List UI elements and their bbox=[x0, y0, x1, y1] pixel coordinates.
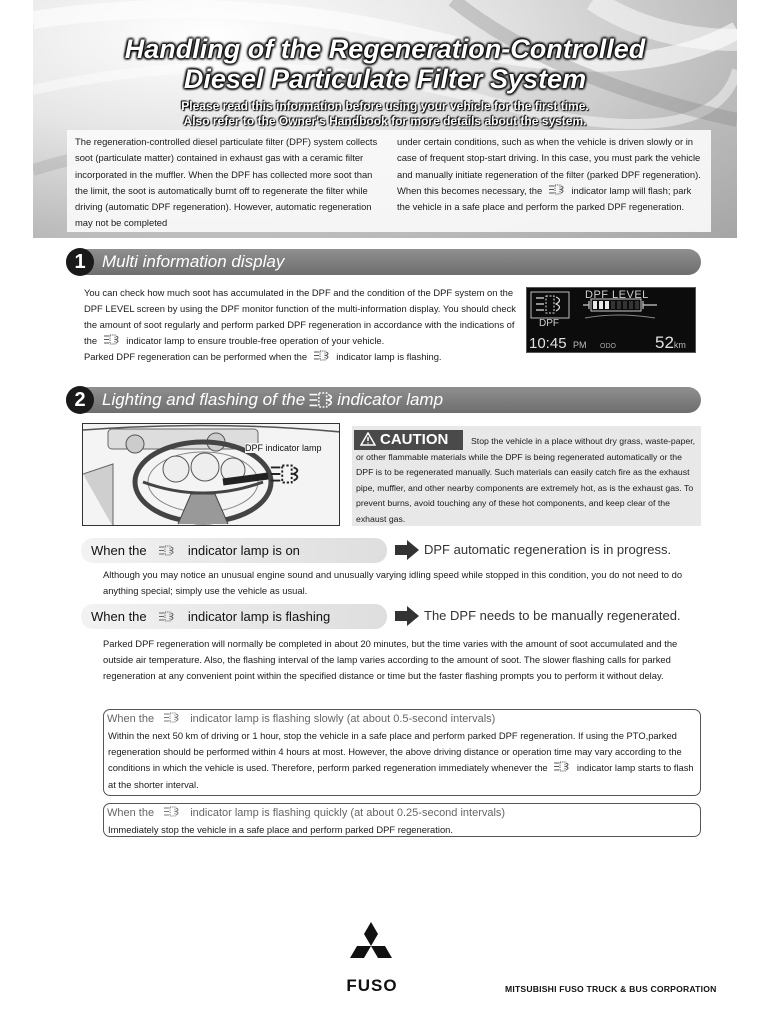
caution-box bbox=[352, 426, 701, 526]
level-segment-empty bbox=[611, 301, 615, 309]
multi-info-display bbox=[526, 287, 696, 353]
dpf-lamp-icon bbox=[158, 545, 176, 556]
display-time-value: 10:45 bbox=[529, 335, 567, 352]
dpf-lamp-icon bbox=[158, 611, 176, 622]
lamp-flashing-result: The DPF needs to be manually regenerated. bbox=[424, 608, 681, 623]
display-distance-unit: km bbox=[673, 340, 686, 350]
section-2-title-b: indicator lamp bbox=[337, 390, 444, 409]
quick-heading-a: When the bbox=[107, 807, 155, 819]
intro-right-text-b: indicator lamp will flash; park the vehicle in a safe place and perform the parked DPF regeneration. bbox=[397, 184, 692, 213]
dpf-lamp-icon bbox=[308, 391, 336, 409]
slow-flashing-box bbox=[103, 709, 701, 796]
level-segment-empty bbox=[623, 301, 627, 309]
dpf-lamp-icon bbox=[163, 712, 181, 723]
slow-text-b: indicator lamp starts to flash at the shorter interval. bbox=[108, 762, 694, 790]
caution-label: CAUTION bbox=[380, 431, 449, 448]
section-1-number: 1 bbox=[66, 248, 94, 276]
lamp-on-pill bbox=[81, 538, 387, 563]
section-1-paragraph bbox=[84, 285, 516, 365]
corporation-name: MITSUBISHI FUSO TRUCK & BUS CORPORATION bbox=[505, 984, 717, 994]
arrow-right-icon bbox=[395, 606, 419, 626]
dpf-lamp-icon bbox=[163, 806, 181, 817]
level-segment-empty bbox=[617, 301, 621, 309]
subtitle-line-1: Please read this information before using your vehicle for the first time. bbox=[181, 99, 589, 113]
dpf-lamp-icon bbox=[313, 350, 331, 361]
display-distance-value: 52 bbox=[655, 333, 674, 352]
dpf-lamp-icon bbox=[548, 184, 566, 195]
subtitle-line-2: Also refer to the Owner's Handbook for more details about the system. bbox=[183, 114, 587, 128]
dpf-lamp-icon bbox=[269, 463, 303, 485]
dpf-lamp-icon bbox=[103, 334, 121, 345]
level-arc bbox=[585, 315, 655, 318]
document-page bbox=[33, 0, 737, 1024]
level-gauge-segments bbox=[593, 301, 639, 309]
slow-heading-b: indicator lamp is flashing slowly (at about 0.5-second intervals) bbox=[190, 713, 496, 725]
lamp-on-result: DPF automatic regeneration is in progress. bbox=[424, 542, 672, 557]
section-2-title-a: Lighting and flashing of the bbox=[102, 390, 306, 409]
display-icon-label: DPF bbox=[539, 318, 559, 329]
header-banner bbox=[33, 0, 737, 238]
level-left-bracket bbox=[583, 301, 589, 309]
quick-flashing-text: Immediately stop the vehicle in a safe place and perform parked DPF regeneration. bbox=[108, 824, 453, 835]
fuso-logo-text: FUSO bbox=[346, 976, 398, 995]
intro-box bbox=[67, 130, 711, 232]
quick-heading-b: indicator lamp is flashing quickly (at about 0.25-second intervals) bbox=[190, 807, 506, 819]
level-right-bracket bbox=[643, 301, 657, 309]
dpf-icon-filter bbox=[546, 296, 554, 313]
dashboard-illustration bbox=[82, 423, 340, 526]
level-segment-empty bbox=[629, 301, 633, 309]
page-title bbox=[33, 34, 737, 94]
dpf-icon-lines bbox=[536, 298, 544, 310]
section-1-text-b: indicator lamp to ensure trouble-free operation of your vehicle. bbox=[126, 335, 385, 346]
arrow-right-icon bbox=[395, 540, 419, 560]
display-time bbox=[529, 335, 587, 353]
level-segment-filled bbox=[599, 301, 603, 309]
display-header: DPF LEVEL bbox=[585, 289, 649, 301]
caution-text: Stop the vehicle in a place without dry grass, waste-paper, or other flammable materials while the DPF is being regenerated automatically or the DPF is to be regenerated manually. Such materials can easily catch fire as the exhaust pipe, muffler, and other nearby components are extremely hot, as is the exhaust gas. To prevent burns, avoid touching any of these hot components, and keep clear of the exhaust gas. bbox=[356, 436, 696, 524]
title-line-1: Handling of the Regeneration-Controlled bbox=[124, 34, 646, 64]
dpf-lamp-icon bbox=[553, 761, 571, 772]
section-1-text-c: Parked DPF regeneration can be performed when the bbox=[84, 351, 308, 362]
display-odo-label: ODO bbox=[600, 343, 616, 350]
lamp-flashing-label-a: When the bbox=[91, 609, 147, 624]
caution-badge bbox=[354, 430, 463, 450]
section-2-number: 2 bbox=[66, 386, 94, 414]
section-2-bar bbox=[66, 387, 701, 413]
title-line-2: Diesel Particulate Filter System bbox=[183, 64, 587, 94]
level-segment-filled bbox=[593, 301, 597, 309]
lamp-flashing-text: Parked DPF regeneration will normally be completed in about 20 minutes, but the time varies with the amount of soot accumulated and the outside air temperature. Also, the flashing interval of the lamp varies according to the amount of soot. The slower flashing calls for parked regeneration at any convenient point within the specified distance or time but the faster flashing prompts you to perform it without delay. bbox=[103, 638, 678, 681]
lamp-flashing-label-b: indicator lamp is flashing bbox=[187, 609, 331, 624]
slow-heading-a: When the bbox=[107, 713, 155, 725]
slow-text-a: Within the next 50 km of driving or 1 hour, stop the vehicle in a safe place and perform parked DPF regeneration. If using the PTO,parked regeneration should be performed within 4 hours at most. However, the above driving distance or operation time may vary according to the conditions in which the vehicle is used. Therefore, perform parked regeneration immediately whenever the bbox=[108, 730, 682, 774]
mitsubishi-logo-icon bbox=[343, 922, 399, 972]
dpf-icon-exhaust bbox=[556, 297, 560, 311]
section-2-title bbox=[102, 390, 443, 410]
intro-right-column bbox=[397, 134, 703, 232]
dpf-indicator-lamp-label: DPF indicator lamp bbox=[245, 443, 322, 453]
level-segment-empty bbox=[635, 301, 639, 309]
level-segment-filled bbox=[605, 301, 609, 309]
lamp-on-text: Although you may notice an unusual engine sound and unusually varying idling speed while stopped in this condition, you do not need to do anything special; simply use the vehicle as usual. bbox=[103, 569, 683, 596]
quick-flashing-box bbox=[103, 803, 701, 837]
intro-right-text-a: under certain conditions, such as when the vehicle is driven slowly or in case of frequent stop-start driving. In this case, you must park the vehicle and manually initiate regeneration of the filter (parked DPF regeneration). When this becomes necessary, the bbox=[397, 136, 701, 196]
lamp-on-label-a: When the bbox=[91, 543, 147, 558]
section-1-text-d: indicator lamp is flashing. bbox=[336, 351, 442, 362]
section-1-text-a: You can check how much soot has accumulated in the DPF and the condition of the DPF system on the DPF LEVEL screen by using the DPF monitor function of the multi-information display. You should check the amount of soot regularly and perform parked DPF regeneration in accordance with the indications of the bbox=[84, 287, 516, 346]
quick-flashing-heading bbox=[104, 804, 700, 822]
display-ampm: PM bbox=[573, 340, 587, 350]
warning-icon bbox=[360, 432, 376, 446]
slow-flashing-heading bbox=[104, 710, 700, 728]
section-1-title: Multi information display bbox=[102, 252, 285, 271]
slow-flashing-text bbox=[104, 728, 700, 795]
lamp-flashing-pill bbox=[81, 604, 387, 629]
page-subtitle bbox=[33, 99, 737, 129]
section-1-bar bbox=[66, 249, 701, 275]
lamp-on-label-b: indicator lamp is on bbox=[187, 543, 300, 558]
display-distance bbox=[655, 333, 686, 353]
intro-left-column: The regeneration-controlled diesel particulate filter (DPF) system collects soot (particulate matter) contained in exhaust gas with a ceramic filter incorporated in the muffler. When the DPF has collected more soot than the limit, the soot is automatically burnt off to regenerate the filter while driving (automatic DPF regeneration). However, automatic regeneration may not be completed bbox=[75, 136, 378, 229]
